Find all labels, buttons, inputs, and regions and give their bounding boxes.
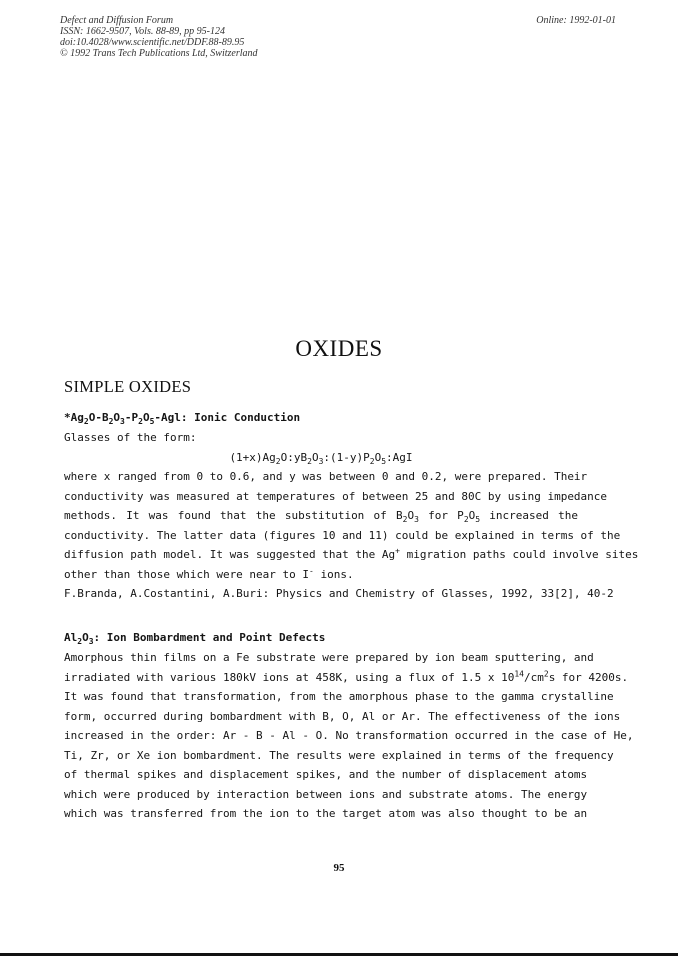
copyright-line: © 1992 Trans Tech Publications Ltd, Switzerland — [60, 48, 258, 59]
body-line: diffusion path model. It was suggested that the Ag+ migration paths could involve sites — [64, 546, 639, 561]
body-line: conductivity. The latter data (figures 10 and 11) could be explained in terms of the — [64, 528, 621, 542]
body-line: other than those which were near to I- ions. — [64, 565, 354, 581]
entry-title: $Al_2O_3$: Ion Bombardment and Point Defects — [64, 631, 326, 647]
journal-name: Defect and Diffusion Forum — [60, 15, 174, 26]
entry-al2o3 — [64, 628, 634, 824]
body-line: methods. It was found that the substitution of $B_2O_3$ for $P_2O_5$ increased the — [64, 509, 578, 525]
doi-line: doi:10.4028/www.scientific.net/DDF.88-89.95 — [60, 37, 245, 48]
body-line: increased in the order: Ar - B - Al - O. No transformation occurred in the case of He, — [64, 729, 634, 742]
footer-rule — [0, 953, 678, 956]
entry-ag2o-glass — [64, 408, 639, 604]
page-title: OXIDES — [295, 336, 383, 361]
journal-header — [60, 15, 258, 59]
body-line: which was transferred from the ion to the target atom was also thought to be an — [64, 807, 588, 820]
section-title: SIMPLE OXIDES — [64, 377, 192, 396]
body-line: It was found that transformation, from the amorphous phase to the gamma crystalline — [64, 690, 614, 703]
body-line: where x ranged from 0 to 0.6, and y was between 0 and 0.2, were prepared. Their — [64, 470, 588, 483]
body-line: irradiated with various 180kV ions at 458K, using a flux of 1.5 x $10^{14}/cm^2s$ for 4200s. — [64, 668, 629, 684]
body-line: conductivity was measured at temperatures of between 25 and 80C by using impedance — [64, 489, 608, 503]
body-line: Ti, Zr, or Xe ion bombardment. The results were explained in terms of the frequency — [64, 748, 614, 762]
body-line: Glasses of the form: — [64, 431, 197, 444]
page-number: 95 — [333, 862, 345, 874]
online-date: Online: 1992-01-01 — [536, 15, 616, 26]
body-line: form, occurred during bombardment with B, O, Al or Ar. The effectiveness of the ions — [64, 709, 621, 723]
body-line: which were produced by interaction between ions and substrate atoms. The energy — [64, 787, 588, 801]
glass-formula: $(1+x)Ag_2O:yB_2O_3:(1-y)P_2O_5:AgI$ — [229, 450, 413, 466]
reference: F.Branda, A.Costantini, A.Buri: Physics and Chemistry of Glasses, 1992, 33[2], 40-2 — [64, 587, 614, 600]
body-line: of thermal spikes and displacement spikes, and the number of displacement atoms — [64, 768, 588, 781]
body-line: Amorphous thin films on a Fe substrate were prepared by ion beam sputtering, and — [64, 651, 594, 664]
issn-line: ISSN: 1662-9507, Vols. 88-89, pp 95-124 — [60, 26, 225, 37]
entry-title: $*Ag_2O-B_2O_3-P_2O_5$-Agl: Ionic Conduction — [64, 411, 301, 427]
